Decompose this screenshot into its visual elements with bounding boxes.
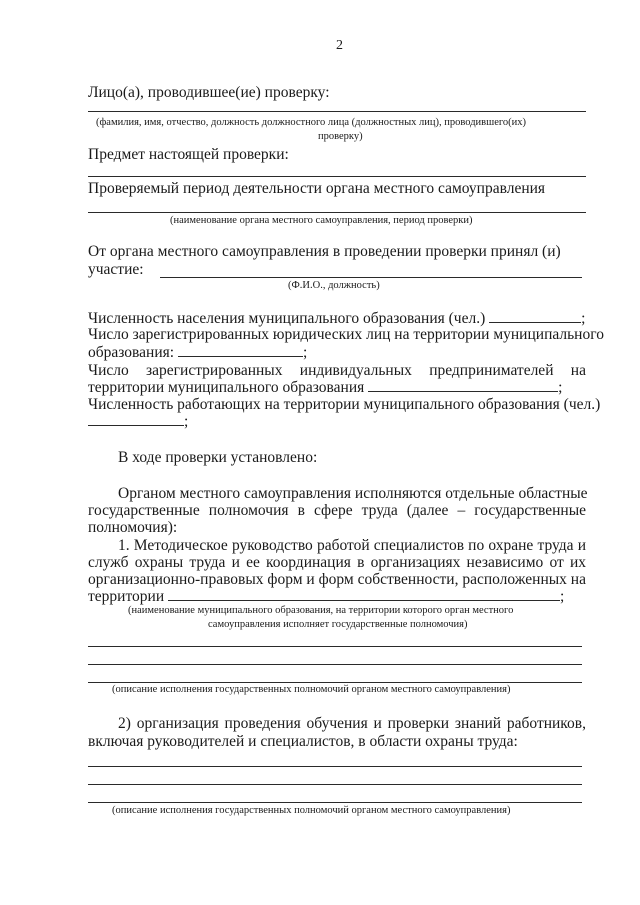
legal-entities-input[interactable] [178, 344, 303, 357]
item2-desc-line-3[interactable] [88, 802, 582, 803]
participant-line[interactable] [160, 277, 582, 278]
item1-note-1: (наименование муниципального образования, на территории которого орган местного [128, 605, 514, 616]
inspector-note-1: (фамилия, имя, отчество, должность должностного лица (должностных лиц), проводившего(их) [96, 117, 527, 128]
participant-note: (Ф.И.О., должность) [288, 280, 380, 291]
item2-desc-line-2[interactable] [88, 784, 582, 785]
legal-entities-label: образования: [88, 344, 175, 361]
period-note: (наименование органа местного самоуправления, период проверки) [170, 215, 473, 226]
legal-entities-row: образования: ; [88, 344, 308, 361]
participant-line-2: участие: [88, 261, 144, 278]
entrepreneurs-label: территории муниципального образования [88, 379, 365, 396]
period-label: Проверяемый период деятельности органа местного самоуправления [88, 180, 546, 197]
legal-entities-line-1: Число зарегистрированных юридических лиц на территории муниципального [88, 326, 604, 343]
workers-label: Численность работающих на территории муниципального образования (чел.) [88, 396, 601, 413]
powers-line-3: полномочия): [88, 519, 178, 536]
item1-territory-row: территории ; [88, 588, 565, 605]
entrepreneurs-input[interactable] [368, 379, 558, 392]
inspector-note-2: проверку) [318, 131, 363, 142]
powers-line-2: государственные полномочия в сфере труда (далее – государственные [88, 502, 586, 519]
population-label: Численность населения муниципального образования (чел.) [88, 310, 486, 327]
inspector-label: Лицо(а), проводившее(ие) проверку: [88, 84, 330, 101]
inspector-line[interactable] [88, 111, 586, 112]
item1-desc-note: (описание исполнения государственных полномочий органом местного самоуправления) [112, 684, 511, 695]
subject-line[interactable] [88, 176, 586, 177]
item1-line-2: служб охраны труда и ее координация в организациях независимо от их [88, 554, 586, 571]
item1-desc-line-3[interactable] [88, 682, 582, 683]
item1-territory-input[interactable] [168, 588, 560, 601]
item2-desc-note: (описание исполнения государственных полномочий органом местного самоуправления) [112, 805, 511, 816]
powers-line-1: Органом местного самоуправления исполняются отдельные областные [118, 485, 588, 502]
item2-line-1: 2) организация проведения обучения и проверки знаний работников, [118, 715, 586, 732]
item2-desc-line-1[interactable] [88, 766, 582, 767]
item1-desc-line-1[interactable] [88, 646, 582, 647]
item1-territory-label: территории [88, 588, 165, 605]
page-number: 2 [336, 38, 343, 53]
entrepreneurs-line-1: Число зарегистрированных индивидуальных предпринимателей на [88, 362, 586, 379]
entrepreneurs-row: территории муниципального образования ; [88, 379, 563, 396]
population-input[interactable] [489, 310, 581, 323]
item1-note-2: самоуправления исполняет государственные полномочия) [208, 619, 468, 630]
item1-line-1: 1. Методическое руководство работой специалистов по охране труда и [118, 537, 586, 554]
workers-row: ; [88, 413, 188, 431]
findings-heading: В ходе проверки установлено: [118, 449, 318, 466]
subject-label: Предмет настоящей проверки: [88, 146, 289, 163]
workers-input[interactable] [88, 413, 184, 426]
population-row: Численность населения муниципального образования (чел.) ; [88, 310, 586, 327]
period-line[interactable] [88, 212, 586, 213]
participant-line-1: От органа местного самоуправления в проведении проверки принял (и) [88, 243, 561, 260]
item2-line-2: включая руководителей и специалистов, в области охраны труда: [88, 733, 518, 750]
item1-desc-line-2[interactable] [88, 664, 582, 665]
item1-line-3: организационно-правовых форм и форм собственности, расположенных на [88, 571, 586, 588]
